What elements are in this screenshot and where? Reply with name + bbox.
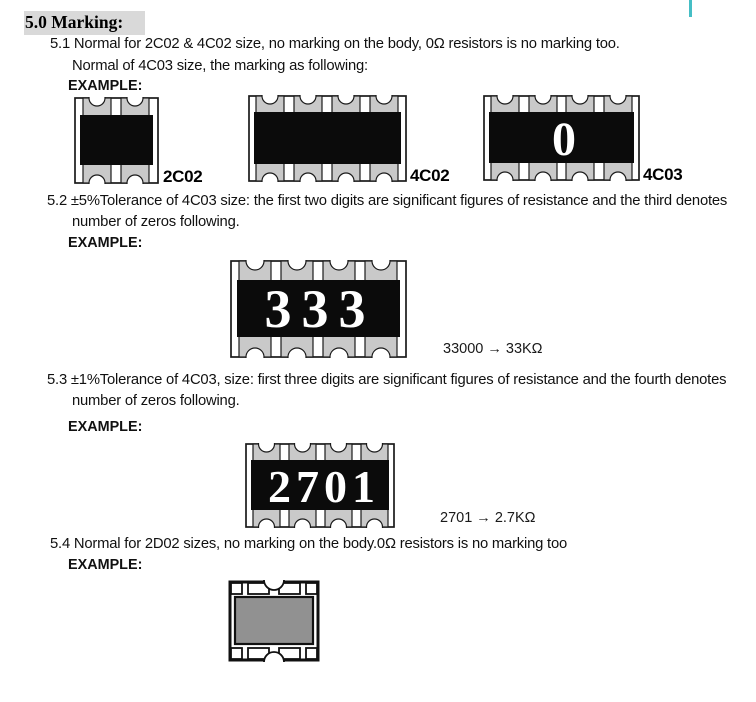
example-label-5-1: EXAMPLE: [68,78,143,94]
chip-4c03-diagram [483,95,640,181]
chip-2d02-diagram [228,580,320,662]
chip-2701-diagram [245,443,395,528]
conversion-note-5-2: 33000 → 33KΩ [443,341,543,357]
para-5-1-line1: 5.1 Normal for 2C02 & 4C02 size, no marking on the body, 0Ω resistors is no marking too. [50,36,620,52]
text-cursor-caret [689,0,692,17]
para-5-3-line1: 5.3 ±1%Tolerance of 4C03, size: first three digits are significant figures of resistance and the fourth denotes [47,372,727,388]
chip-marking-text: 2701 [268,461,380,512]
chip-label-4c03: 4C03 [643,165,683,184]
section-heading: 5.0 Marking: [24,11,145,35]
chip-label-4c02: 4C02 [410,166,450,185]
chip-label-2c02: 2C02 [163,167,203,186]
para-5-2-line2: number of zeros following. [72,214,240,230]
para-5-1-line2: Normal of 4C03 size, the marking as following: [72,58,368,74]
para-5-2-line1: 5.2 ±5%Tolerance of 4C03 size: the first two digits are significant figures of resistance and the third denotes [47,193,728,209]
example-label-5-2: EXAMPLE: [68,235,143,251]
chip-body [80,115,153,165]
chip-body [254,112,401,164]
example-label-5-3: EXAMPLE: [68,419,143,435]
chip-marking-text: 333 [264,279,376,339]
chip-marking-text: 0 [552,113,576,166]
chip-body [235,597,313,644]
chip-2c02-diagram [74,97,159,184]
chip-333-diagram [230,260,407,358]
para-5-3-line2: number of zeros following. [72,393,240,409]
chip-4c02-diagram [248,95,407,182]
conversion-note-5-3: 2701 → 2.7KΩ [440,510,536,526]
example-label-5-4: EXAMPLE: [68,557,143,573]
para-5-4-line1: 5.4 Normal for 2D02 sizes, no marking on the body.0Ω resistors is no marking too [50,536,568,552]
